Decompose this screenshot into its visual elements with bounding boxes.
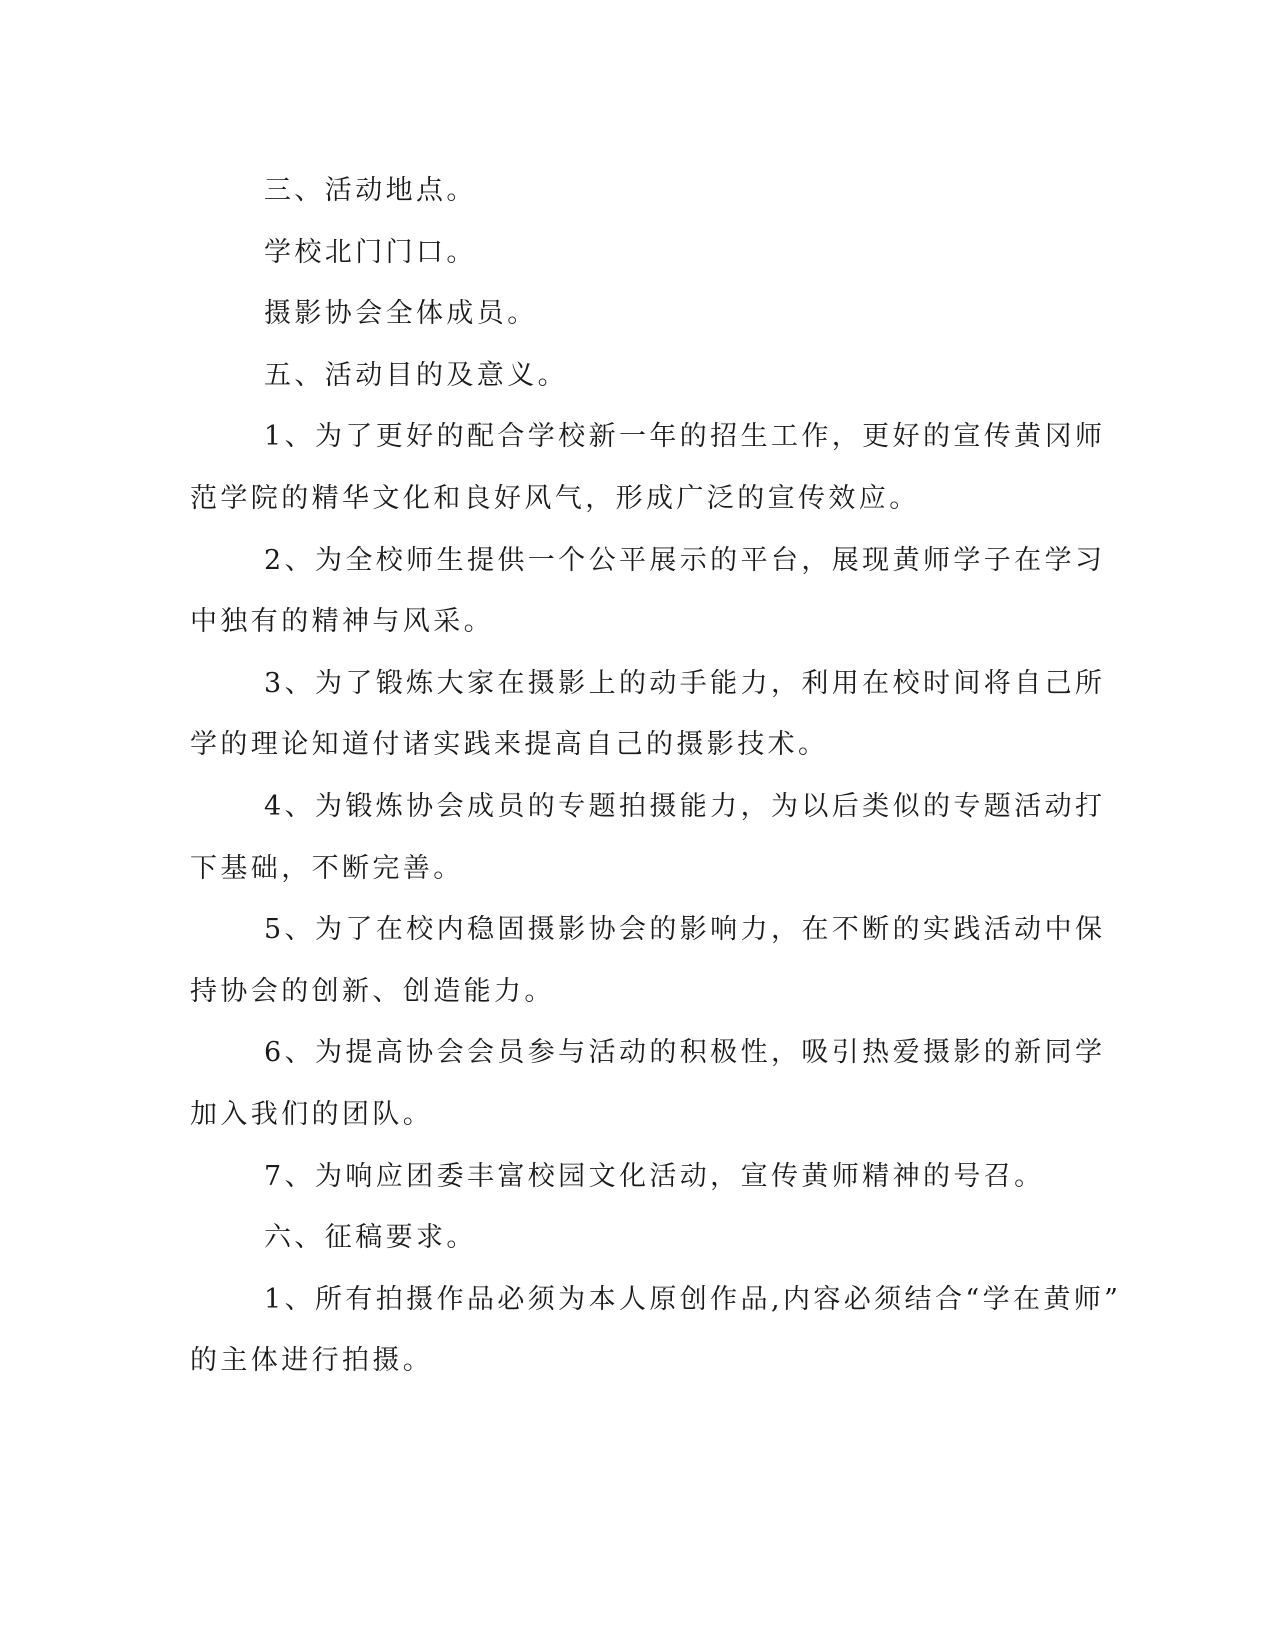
section-heading-venue: 三、活动地点。	[264, 175, 477, 206]
list-item-6-line-2: 加入我们的团队。	[190, 1098, 434, 1130]
list-item-1-line-2: 范学院的精华文化和良好风气，形成广泛的宣传效应。	[190, 482, 920, 514]
section-heading-requirements: 六、征稿要求。	[264, 1222, 477, 1254]
list-item-4-line-1: 4、为锻炼协会成员的专题拍摄能力，为以后类似的专题活动打	[264, 790, 1106, 822]
list-item-3-line-1: 3、为了锻炼大家在摄影上的动手能力，利用在校时间将自己所	[264, 667, 1106, 699]
requirement-item-1-line-1: 1、所有拍摄作品必须为本人原创作品,内容必须结合“学在黄师”	[264, 1283, 1122, 1315]
list-item-3-line-2: 学的理论知道付诸实践来提高自己的摄影技术。	[190, 729, 829, 761]
requirement-item-1-line-2: 的主体进行拍摄。	[190, 1345, 434, 1377]
document-body	[190, 160, 1122, 1392]
section-heading-purpose: 五、活动目的及意义。	[264, 359, 568, 391]
list-item-5-line-2: 持协会的创新、创造能力。	[190, 975, 555, 1007]
list-item-2-line-1: 2、为全校师生提供一个公平展示的平台，展现黄师学子在学习	[264, 544, 1106, 576]
list-item-7: 7、为响应团委丰富校园文化活动，宣传黄师精神的号召。	[264, 1160, 1045, 1192]
paragraph-line: 学校北门门口。	[264, 236, 477, 268]
list-item-4-line-2: 下基础，不断完善。	[190, 852, 464, 884]
list-item-2-line-2: 中独有的精神与风采。	[190, 606, 494, 638]
list-item-6-line-1: 6、为提高协会会员参与活动的积极性，吸引热爱摄影的新同学	[264, 1037, 1106, 1069]
list-item-5-line-1: 5、为了在校内稳固摄影协会的影响力，在不断的实践活动中保	[264, 914, 1106, 946]
paragraph-line: 摄影协会全体成员。	[264, 298, 538, 330]
list-item-1-line-1: 1、为了更好的配合学校新一年的招生工作，更好的宣传黄冈师	[264, 421, 1106, 453]
